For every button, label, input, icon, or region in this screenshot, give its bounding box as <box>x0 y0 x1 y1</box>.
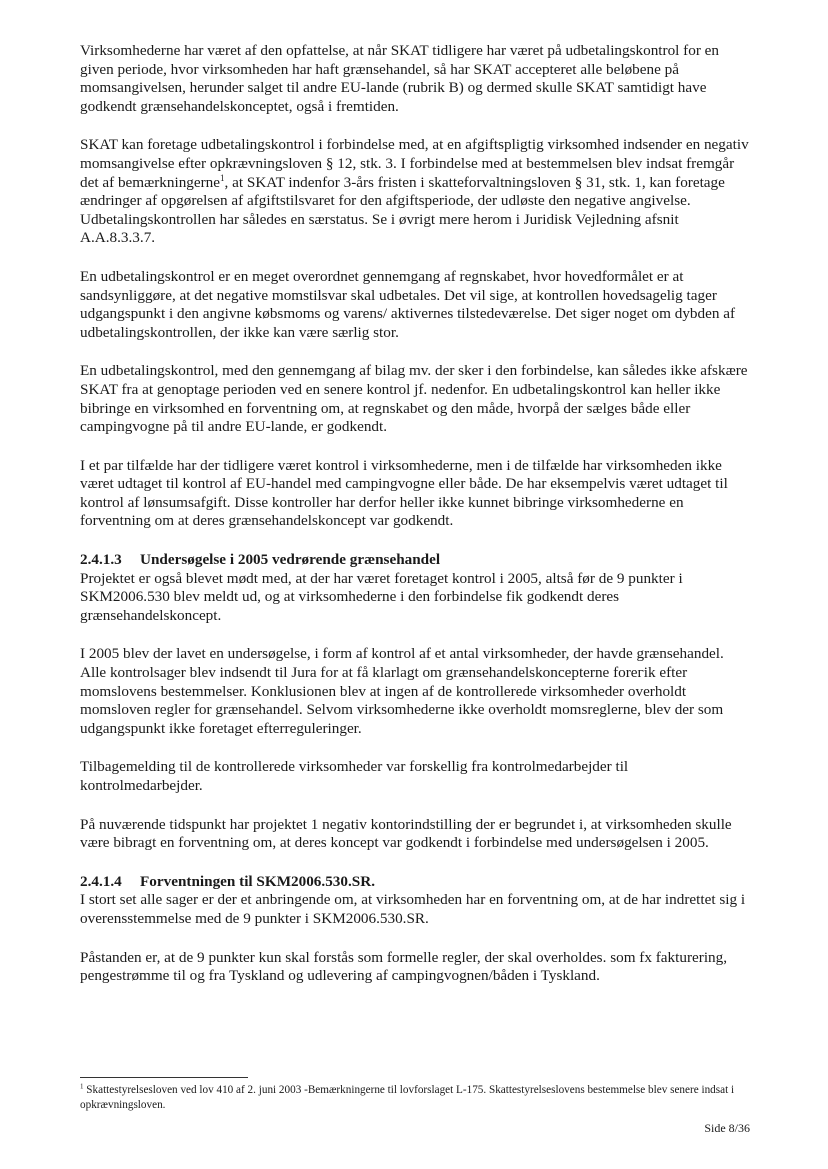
section-number: 2.4.1.3 <box>80 551 122 569</box>
paragraph-5: I et par tilfælde har der tidligere været kontrol i virksomhederne, men i de tilfælde har virksomheden ikke været udtaget til kontrol af EU-handel med campingvogne eller både. De har eksempelvis været udtaget til kontrol af lønsumsafgift. Disse kontroller har derfor heller ikke kunnet bibringe virksomhederne en forventning om at deres grænsehandelskoncept var godkendt. <box>80 456 728 530</box>
paragraph-8: Tilbagemelding til de kontrollerede virksomheder var forskellig fra kontrolmedarbejder til kontrolmedarbejder. <box>80 758 629 794</box>
section-title: Undersøgelse i 2005 vedrørende grænsehandel <box>140 551 441 569</box>
paragraph-7: I 2005 blev der lavet en undersøgelse, i form af kontrol af et antal virksomheder, der havde grænsehandel. Alle kontrolsager blev indsendt til Jura for at få klarlagt om grænsehandelskoncepterne forегik efter momslovens bestemmelser. Konklusionen blev at ingen af de kontrollerede virksomheder overholdt momsloven regler for grænsehandel. Selvom virksomhederne ikke overholdt momsreglerne, blev der som udgangspunkt ikke foretaget efterreguleringer. <box>80 645 724 737</box>
section-heading-2-4-1-4 <box>80 873 750 892</box>
paragraph-3: En udbetalingskontrol er en meget overordnet gennemgang af regnskabet, hvor hovedformålet er at sandsynliggøre, at det negative momstilsvar skal udbetales. Det vil sige, at kontrollen hovedsagelig tager udgangspunkt i den angivne købsmoms og varens/ aktivernes tilstedeværelse. Det siger noget om dybden af udbetalingskontrollen, der ikke kan være særlig stor. <box>80 267 736 341</box>
paragraph-1: Virksomhederne har været af den opfattelse, at når SKAT tidligere har været på udbetalingskontrol for en given periode, hvor virksomheden har haft grænsehandel, så har SKAT accepteret alle beløbene på momsangivelsen, herunder salget til andre EU-lande (rubrik B) og dermed skulle SKAT samtidigt have godkendt grænsehandelskonceptet, også i fremtiden. <box>80 42 720 115</box>
footnote-divider <box>80 1077 248 1078</box>
section-heading-2-4-1-3 <box>80 551 750 570</box>
document-body <box>80 42 750 1006</box>
page-number: Side 8/36 <box>704 1121 750 1135</box>
footnote-reference: 1 <box>220 172 225 183</box>
paragraph-2-part-2: , at SKAT indenfor 3-års fristen i skatteforvaltningsloven § 31, stk. 1, kan foretage ændringer af opgørelsen af afgiftstilsvaret for den afgiftsperiode, der udløste den negative angivelse. Udbetalingskontrollen har således en særstatus. Se i øvrigt mere herom i Juridisk Vejledning afsnit A.A.8.3.3.7. <box>80 173 725 247</box>
paragraph-10: I stort set alle sager er der et anbringende om, at virksomheden har en forventning om, at de har indrettet sig i overensstemmelse med de 9 punkter i SKM2006.530.SR. <box>80 891 746 927</box>
paragraph-11: Påstanden er, at de 9 punkter kun skal forstås som formelle regler, der skal overholdes. som fx fakturering, pengestrømme til og fra Tyskland og udlevering af campingvognen/båden i Tyskland. <box>80 948 728 985</box>
paragraph-2 <box>80 136 750 248</box>
paragraph-4: En udbetalingskontrol, med den gennemgang af bilag mv. der sker i den forbindelse, kan således ikke afskære SKAT fra at genoptage perioden ved en senere kontrol jf. nedenfor. En udbetalingskontrol kan heller ikke bibringe en virksomhed en forventning om, at regnskabet og den måde, hvorpå der sælges både eller campingvogne på til andre EU-lande, er godkendt. <box>80 362 748 436</box>
section-number: 2.4.1.4 <box>80 872 122 890</box>
paragraph-9: På nuværende tidspunkt har projektet 1 negativ kontorindstilling der er begrundet i, at virksomheden skulle være bibragt en forventning om, at deres koncept var godkendt i forbindelse med undersøgelsen i 2005. <box>80 815 732 852</box>
footnote-text: Skattestyrelsesloven ved lov 410 af 2. juni 2003 -Bemærkningerne til lovforslaget L-175. Skattestyrelseslovens bestemmelse blev senere indsat i opkrævningsloven. <box>80 1084 735 1111</box>
section-title: Forventningen til SKM2006.530.SR. <box>140 872 375 890</box>
paragraph-6: Projektet er også blevet mødt med, at der har været foretaget kontrol i 2005, altså før de 9 punkter i SKM2006.530 blev meldt ud, og at virksomhederne i den forbindelse fik godkendt deres grænsehandelskoncept. <box>80 569 683 624</box>
paragraph-2-part-1: SKAT kan foretage udbetalingskontrol i forbindelse med, at en afgiftspligtig virksomhed indsender en negativ momsangivelse efter opkrævningsloven § 12, stk. 3. I forbindelse med at bestemmelsen blev indsat fremgår det af bemærkningerne <box>80 136 749 191</box>
footnote <box>80 1083 750 1113</box>
footnote-marker: 1 <box>80 1082 84 1091</box>
